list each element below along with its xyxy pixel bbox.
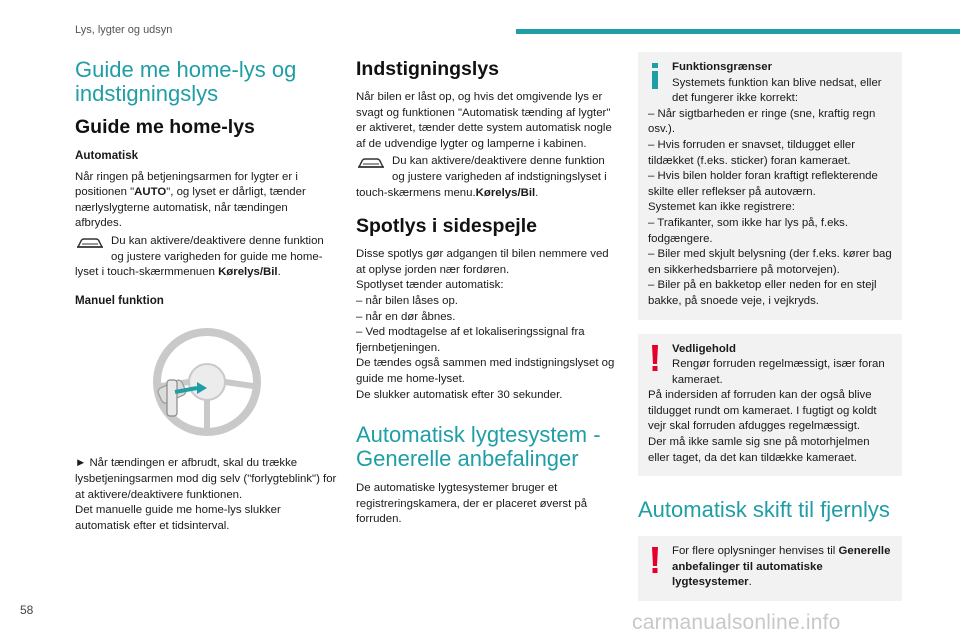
paragraph-car-settings	[75, 234, 337, 281]
warning-box-text: Der må ikke samle sig sne på motorhjelmen eller taget, da det kan tildække kameraet.	[648, 436, 870, 464]
paragraph-auto-system: De automatiske lygtesystemer bruger et registreringskamera, der er placeret øverst på forruden.	[356, 482, 588, 526]
info-box-title: Funktionsgrænser	[672, 61, 772, 73]
text-span: ", og lyset er dårligt, tænder nærlyslygterne automatisk, når tændingen afbrydes.	[75, 186, 306, 230]
header-section-title: Lys, lygter og udsyn	[75, 24, 173, 36]
paragraph-manual-2: Det manuelle guide me home-lys slukker automatisk efter et tidsinterval.	[75, 504, 281, 532]
watermark: carmanualsonline.info	[632, 611, 841, 634]
column-1	[75, 52, 337, 534]
section-title-auto-light-system: Automatisk lygtesystem - Generelle anbefalinger	[356, 422, 601, 472]
list-item: – når bilen låses op.	[356, 294, 458, 307]
warning-box-head	[648, 342, 892, 389]
info-box-head	[648, 60, 892, 107]
info-box-text: Systemets funktion kan blive nedsat, eller det fungerer ikke korrekt:	[672, 76, 882, 105]
column-2	[356, 52, 618, 528]
warning-box-text	[672, 544, 892, 591]
info-icon	[648, 61, 662, 91]
info-box-text: Systemet kan ikke registrere:	[648, 201, 795, 214]
header-accent-bar	[516, 29, 960, 34]
list-item: – Hvis forruden er snavset, tildugget eller tildækket (f.eks. sticker) foran kameraet.	[648, 138, 856, 167]
warning-box-head	[648, 544, 892, 591]
page-number: 58	[20, 603, 34, 617]
text-span: .	[748, 576, 752, 589]
section-title-guide-me-home: Guide me home-lys og indstigningslys	[75, 57, 297, 106]
paragraph-spot-2: Spotlyset tænder automatisk:	[356, 279, 504, 292]
text-span: Du kan aktivere/deaktivere denne funktion og justere varigheden for guide me home-lyset i touch-skærmmenuen	[75, 234, 324, 279]
warning-box-text: Rengør forruden regelmæssigt, især foran kameraet.	[672, 358, 885, 386]
text-span: .	[277, 266, 281, 279]
text-span: For flere oplysninger henvises til	[672, 545, 839, 558]
paragraph-spot-1: Disse spotlys gør adgangen til bilen nemmere ved at oplyse jorden nær fordøren.	[356, 248, 609, 276]
warning-icon	[648, 545, 662, 575]
warning-box-maintenance	[638, 334, 902, 477]
heading-guide-me-home: Guide me home-lys	[75, 116, 255, 138]
column-3	[638, 52, 902, 615]
text-bold: Kørelys/Bil	[475, 186, 536, 199]
car-icon	[356, 156, 386, 172]
info-box-limits	[638, 52, 902, 320]
steering-wheel-illustration	[141, 324, 261, 444]
car-icon	[75, 236, 105, 252]
text-span: .	[535, 186, 539, 199]
paragraph-manual-1: ► Når tændingen er afbrudt, skal du trække lysbetjeningsarmen mod dig selv ("forlygteblink") for at aktivere/deaktivere funktionen.	[75, 457, 337, 501]
list-item: – Trafikanter, som ikke har lys på, f.eks. fodgængere.	[648, 216, 849, 245]
heading-manual: Manuel funktion	[75, 293, 164, 307]
text-bold: Kørelys/Bil	[218, 266, 278, 279]
heading-entry-lights: Indstigningslys	[356, 58, 500, 80]
warning-box-text: På indersiden af forruden kan der også blive tildugget rundt om kameraet. I fugtigt og koldt vejr skal forruden afdugges regelmæssigt.	[648, 389, 877, 433]
heading-automatic: Automatisk	[75, 149, 139, 162]
paragraph-spot-7: De slukker automatisk efter 30 sekunder.	[356, 388, 563, 401]
paragraph-entry: Når bilen er låst op, og hvis det omgivende lys er svagt og funktionen "Automatisk tænding af lygter" er aktiveret, tænder dette system automatisk nogle af de udvendige lygter og lamperne i kabinen.	[356, 91, 612, 150]
heading-mirror-spotlights: Spotlys i sidespejle	[356, 215, 537, 238]
text-span: Du kan aktivere/deaktivere denne funktion og justere varigheden af indstigningslyset i touch-skærmens menu.	[356, 155, 607, 199]
text-bold: AUTO	[134, 186, 167, 199]
list-item: – Når sigtbarheden er ringe (sne, kraftig regn osv.).	[648, 107, 876, 136]
paragraph-automatic	[75, 170, 337, 232]
text-span: Når ringen på betjeningsarmen for lygter er i positionen "	[75, 170, 298, 199]
text-bold: Generelle anbefalinger til automatiske lygtesystemer	[672, 545, 891, 589]
warning-box-reference	[638, 536, 902, 601]
list-item: – Hvis bilen holder foran kraftigt reflekterende skilte eller reflekser på autoværn.	[648, 170, 878, 198]
warning-box-title: Vedligehold	[672, 342, 736, 355]
paragraph-entry-car-settings	[356, 154, 618, 201]
section-title-auto-high-beam: Automatisk skift til fjernlys	[638, 497, 890, 523]
list-item: – når en dør åbnes.	[356, 310, 456, 323]
list-item: – Biler på en bakketop eller neden for en stejl bakke, på snoede veje, i vejkryds.	[648, 279, 877, 307]
list-item: – Biler med skjult belysning (der f.eks. kører bag en sikkerhedsbarriere på motorvejen).	[648, 248, 892, 276]
paragraph-spot-6: De tændes også sammen med indstigningslyset og guide me home-lyset.	[356, 357, 615, 385]
warning-icon	[648, 343, 662, 373]
list-item: – Ved modtagelse af et lokaliseringssignal fra fjernbetjeningen.	[356, 326, 585, 354]
